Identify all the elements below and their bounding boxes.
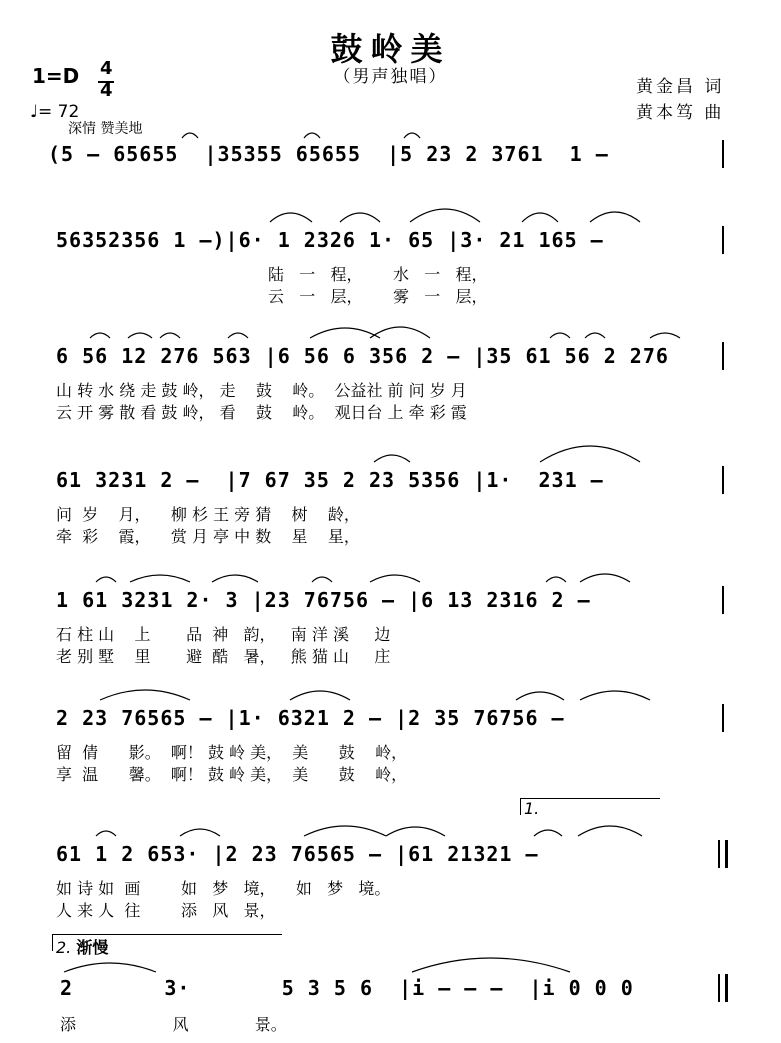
- volta-1-bracket: 1.: [520, 798, 660, 815]
- lyrics-row-2-verse-1: 陆 一 程， 水 一 程，: [268, 265, 488, 284]
- tempo-mark: ♩= 72: [30, 102, 80, 122]
- expression-mark: 深情 赞美地: [68, 121, 143, 137]
- lyrics-row-2-verse-2: 云 一 层， 雾 一 层，: [268, 287, 488, 306]
- lyrics-row-7-verse-2: 人 来 人 往 添 风 景，: [56, 901, 276, 920]
- lyrics-row-5-verse-1: 石 柱 山 上 品 神 韵， 南 洋 溪 边: [56, 625, 391, 644]
- lyrics-row-3-verse-2: 云 开 雾 散 看 鼓 岭， 看 鼓 岭。 观日台 上 牵 彩 霞: [56, 403, 467, 422]
- key-signature: 1=D: [32, 64, 80, 88]
- notation-row-4: 61 3231 2 – |7 67 35 2 23 5356 |1· 231 –: [56, 468, 604, 492]
- lyrics-row-3-verse-1: 山 转 水 绕 走 鼓 岭， 走 鼓 岭。 公益社 前 问 岁 月: [56, 381, 467, 400]
- lyrics-row-6-verse-2: 享 温 馨。 啊！ 鼓 岭 美， 美 鼓 岭，: [56, 765, 408, 784]
- ritardando-mark: 渐慢: [76, 938, 109, 957]
- lyrics-row-8-verse-1: 添 风 景。: [60, 1015, 287, 1034]
- page-title: 鼓岭美: [330, 30, 451, 68]
- notation-row-6: 2 23 76565 – |1· 6321 2 – |2 35 76756 –: [56, 706, 565, 730]
- notation-row-7: 61 1 2 653· |2 23 76565 – |61 21321 –: [56, 842, 539, 866]
- volta-2-number: 2.: [56, 938, 72, 957]
- subtitle: （男声独唱）: [333, 67, 448, 87]
- notation-row-5: 1 61 3231 2· 3 |23 76756 – |6 13 2316 2 –: [56, 588, 591, 612]
- lyrics-row-4-verse-2: 牵 彩 霞， 赏 月 亭 中 数 星 星，: [56, 527, 360, 546]
- time-signature-top: 4: [100, 58, 113, 79]
- time-signature-bottom: 4: [100, 80, 113, 101]
- lyrics-row-5-verse-2: 老 别 墅 里 避 酷 暑， 熊 猫 山 庄: [56, 647, 391, 666]
- notation-row-8: 2 3· 5 3 5 6 |i – – – |i 0 0 0: [60, 976, 634, 1000]
- notation-row-1: (5 – 65655 |35355 65655 |5 23 2 3761 1 –: [48, 142, 609, 166]
- notation-row-3: 6 56 12 276 563 |6 56 6 356 2 – |35 61 56 2 276: [56, 344, 669, 368]
- lyrics-row-4-verse-1: 问 岁 月， 柳 杉 王 旁 猜 树 龄，: [56, 505, 360, 524]
- notation-row-2: 56352356 1 –)|6· 1 2326 1· 65 |3· 21 165 –: [56, 228, 604, 252]
- lyrics-row-6-verse-1: 留 倩 影。 啊！ 鼓 岭 美， 美 鼓 岭，: [56, 743, 408, 762]
- composer-credit: 黄本笃 曲: [636, 103, 725, 123]
- lyrics-row-7-verse-1: 如 诗 如 画 如 梦 境， 如 梦 境。: [56, 879, 391, 898]
- lyricist-credit: 黄金昌 词: [636, 77, 725, 97]
